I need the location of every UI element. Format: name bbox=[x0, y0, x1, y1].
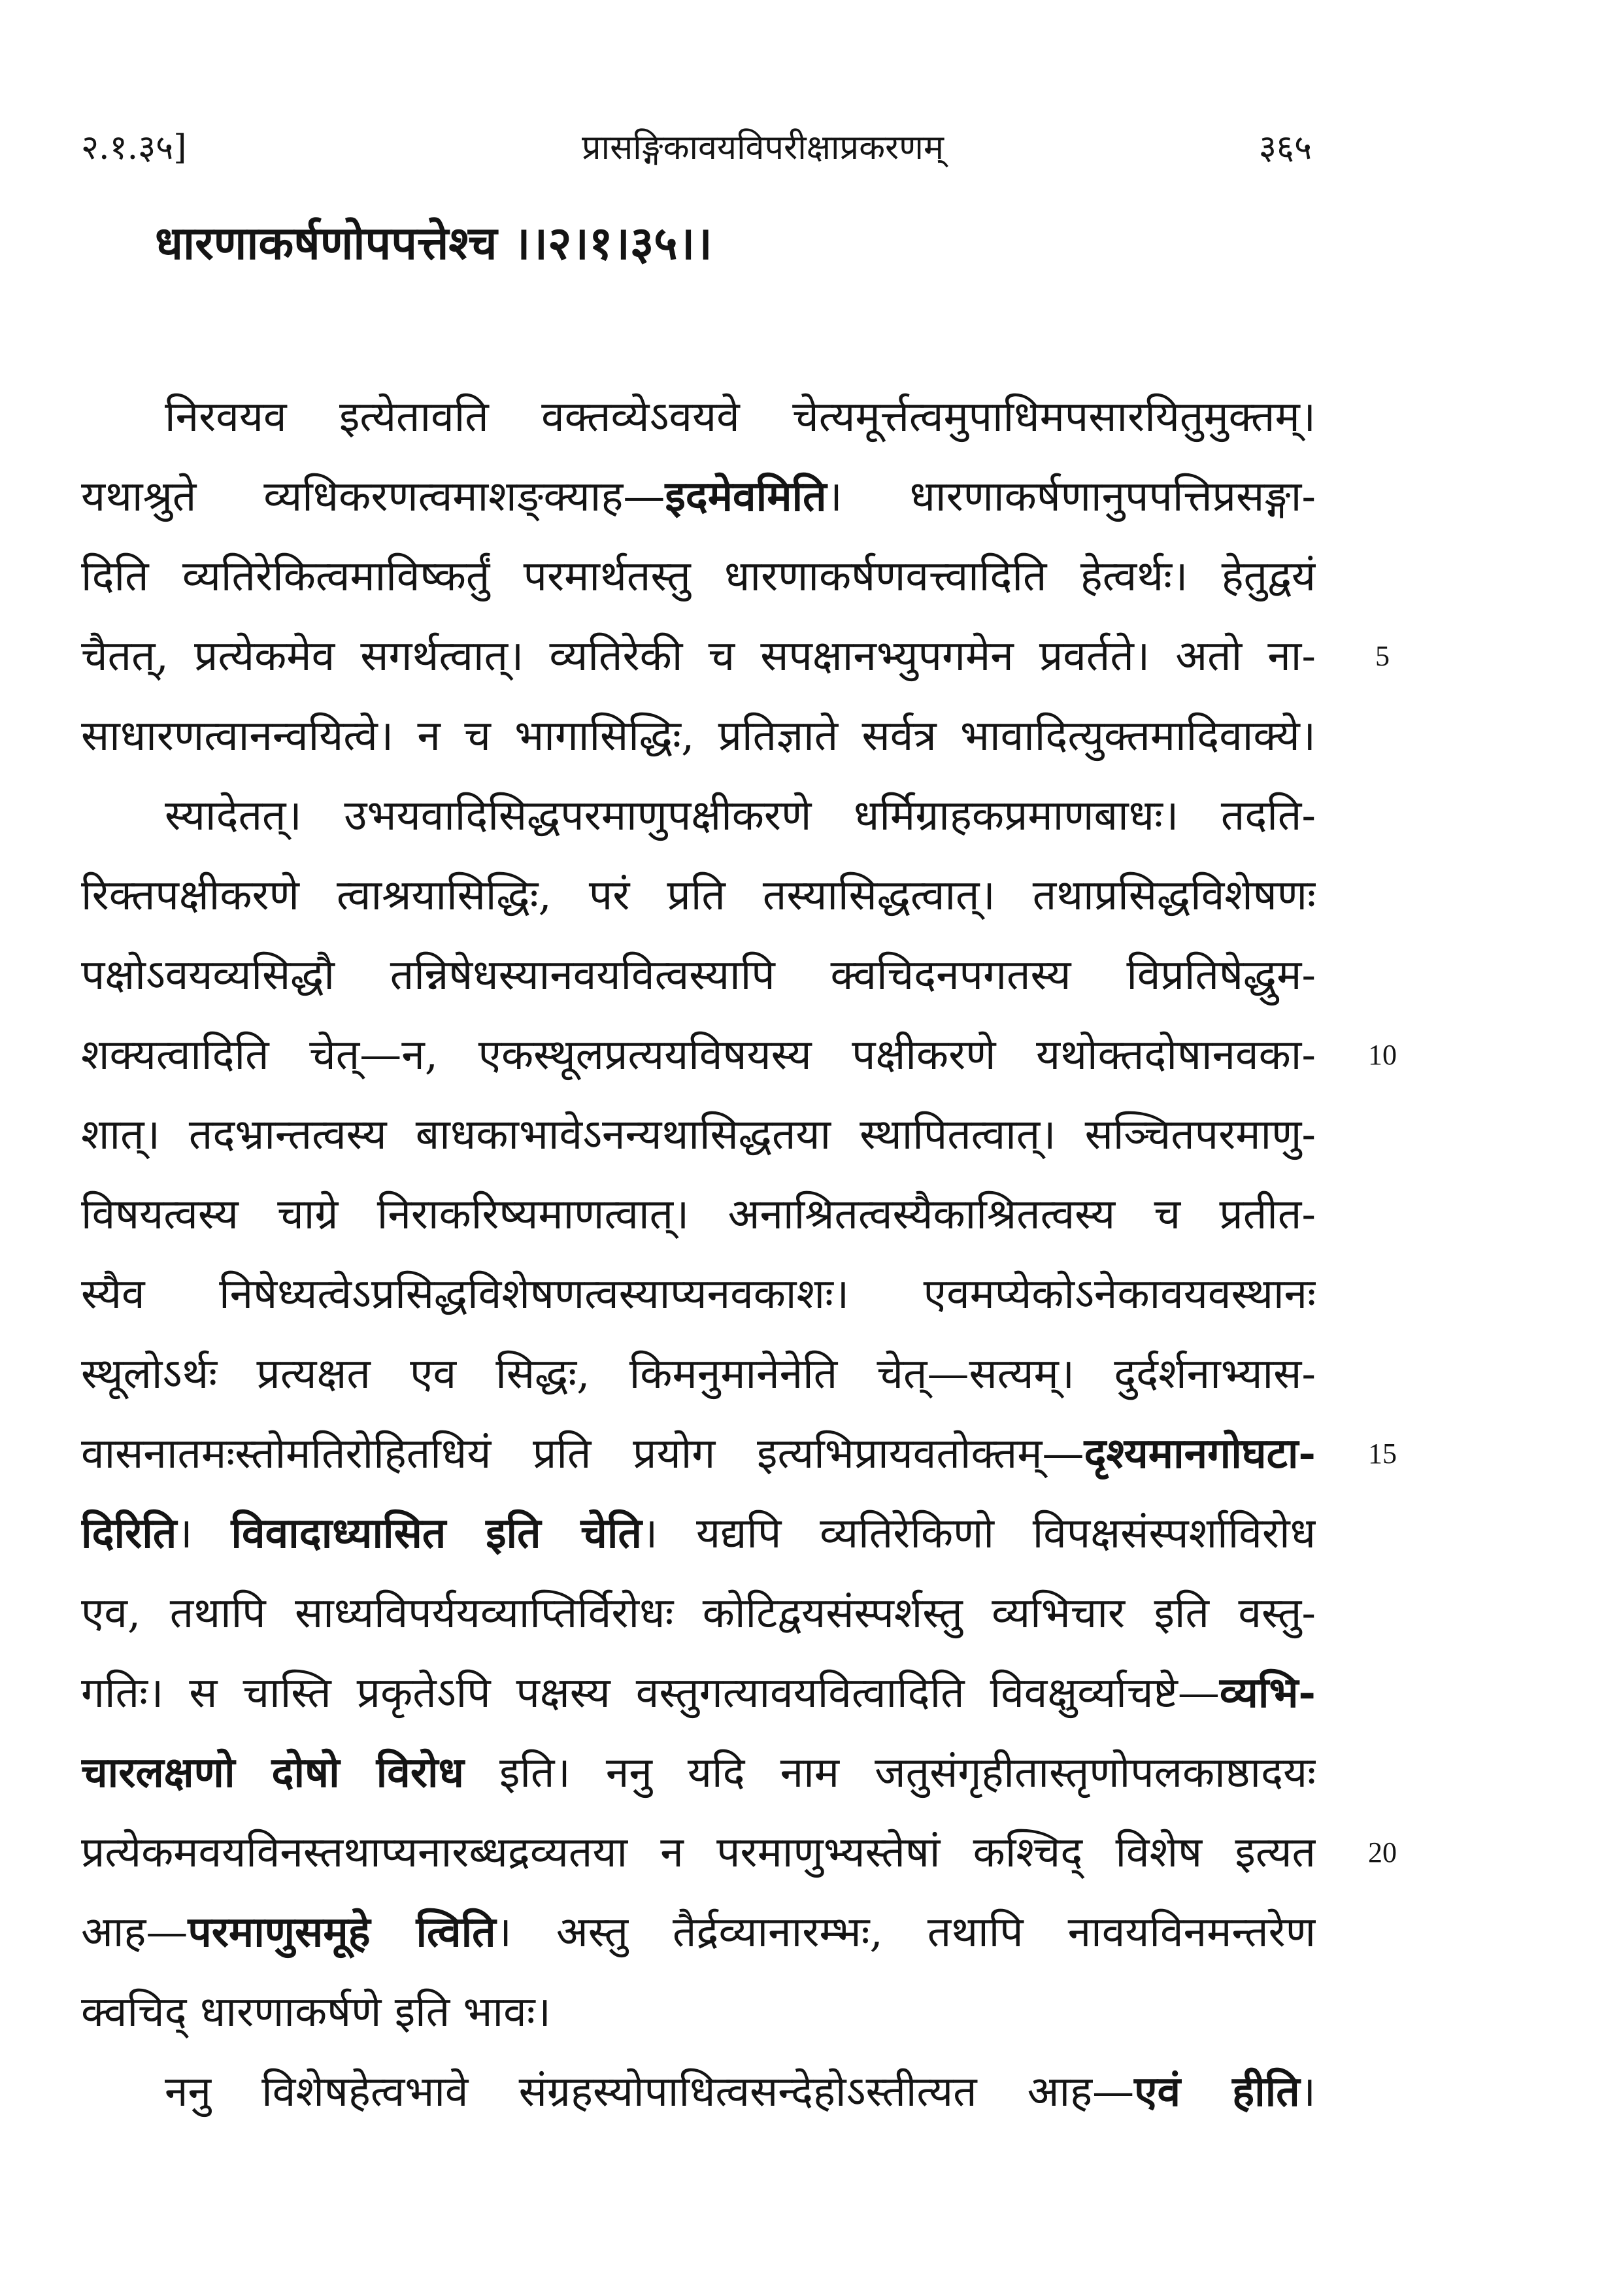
bold-pratika: परमाणुसमूहे त्विति bbox=[188, 1908, 496, 1957]
text-segment: शात्। तदभ्रान्तत्वस्य बाधकाभावेऽनन्यथासिद्धतया स्थापितत्वात्। सञ्चितपरमाणु- bbox=[81, 1111, 1316, 1159]
sutra-heading: धारणाकर्षणोपपत्तेश्च ।।२।१।३५।। bbox=[155, 216, 712, 270]
text-segment: पक्षोऽवयव्यसिद्धौ तन्निषेधस्यानवयवित्वस्यापि क्वचिदनपगतस्य विप्रतिषेद्धुम- bbox=[81, 951, 1316, 1000]
text-segment: ननु विशेषहेत्वभावे संग्रहस्योपाधित्वसन्देहोऽस्तीत्यत आह— bbox=[165, 2068, 1135, 2116]
text-segment: । धारणाकर्षणानुपपत्तिप्रसङ्गा- bbox=[826, 473, 1316, 521]
commentary-text bbox=[81, 377, 1316, 2132]
text-segment: । यद्यपि व्यतिरेकिणो विपक्षसंस्पर्शाविरोध bbox=[641, 1510, 1316, 1558]
text-segment: निरवयव इत्येतावति वक्तव्येऽवयवे चेत्यमूर्त्तत्वमुपाधिमपसारयितुमुक्तम्। bbox=[165, 393, 1316, 441]
text-segment: एव, तथापि साध्यविपर्ययव्याप्तिर्विरोधः कोटिद्वयसंस्पर्शस्तु व्यभिचार इति वस्तु- bbox=[81, 1589, 1316, 1638]
text-line bbox=[81, 936, 1316, 1015]
text-segment: शक्यत्वादिति चेत्—न, एकस्थूलप्रत्ययविषयस्य पक्षीकरणे यथोक्तदोषानवका- bbox=[81, 1031, 1316, 1079]
text-line bbox=[81, 696, 1316, 776]
text-segment: रिक्तपक्षीकरणे त्वाश्रयासिद्धिः, परं प्रति तस्यासिद्धत्वात्। तथाप्रसिद्धविशेषणः bbox=[81, 871, 1316, 920]
text-line bbox=[81, 457, 1316, 537]
text-segment: क्वचिद् धारणाकर्षणे इति भावः। bbox=[81, 1988, 551, 2036]
page-number: ३६५ bbox=[1258, 128, 1312, 167]
text-line bbox=[81, 616, 1316, 696]
text-line bbox=[81, 1733, 1316, 1813]
running-header-section: २.१.३५] bbox=[81, 128, 187, 167]
bold-pratika: एवं हीति bbox=[1134, 2067, 1300, 2116]
text-segment: गतिः। स चास्ति प्रकृतेऽपि पक्षस्य वस्तुगत्यावयवित्वादिति विवक्षुर्व्याचष्टे— bbox=[81, 1669, 1220, 1717]
text-segment: । अस्तु तैर्द्रव्यानारम्भः, तथापि नावयविनमन्तरेण bbox=[495, 1908, 1316, 1957]
text-segment: । bbox=[1299, 2068, 1316, 2116]
text-line bbox=[81, 856, 1316, 936]
line-number: 10 bbox=[1368, 1039, 1397, 1071]
line-number: 5 bbox=[1375, 640, 1390, 672]
text-line bbox=[81, 1494, 1316, 1574]
bold-pratika: व्यभि- bbox=[1219, 1668, 1316, 1717]
running-header-title: प्रासङ्गिकावयविपरीक्षाप्रकरणम् bbox=[582, 128, 944, 167]
text-segment: आह— bbox=[81, 1908, 188, 1957]
text-segment: विषयत्वस्य चाग्रे निराकरिष्यमाणत्वात्। अनाश्रितत्वस्यैकाश्रितत्वस्य च प्रतीत- bbox=[81, 1190, 1316, 1239]
bold-pratika: दृश्यमानगोघटा- bbox=[1084, 1429, 1316, 1478]
text-line bbox=[81, 1972, 1316, 2052]
text-segment: स्यादेतत्। उभयवादिसिद्धपरमाणुपक्षीकरणे धर्मिग्राहकप्रमाणबाधः। तदति- bbox=[165, 792, 1316, 840]
text-line bbox=[81, 1574, 1316, 1653]
text-line bbox=[81, 1095, 1316, 1175]
text-segment: यथाश्रुते व्यधिकरणत्वमाशङ्क्याह— bbox=[81, 473, 665, 521]
text-line bbox=[165, 2052, 1316, 2132]
text-line bbox=[81, 1414, 1316, 1494]
text-segment: प्रत्येकमवयविनस्तथाप्यनारब्धद्रव्यतया न परमाणुभ्यस्तेषां कश्चिद् विशेष इत्यत bbox=[81, 1829, 1316, 1877]
bold-pratika: इदमेवमिति bbox=[665, 472, 827, 521]
text-segment: साधारणत्वानन्वयित्वे। न च भागासिद्धिः, प्रतिज्ञाते सर्वत्र भावादित्युक्तमादिवाक्ये। bbox=[81, 712, 1316, 760]
text-line bbox=[81, 1813, 1316, 1893]
text-segment: स्थूलोऽर्थः प्रत्यक्षत एव सिद्धः, किमनुमानेनेति चेत्—सत्यम्। दुर्दर्शनाभ्यास- bbox=[81, 1350, 1316, 1398]
text-segment: स्यैव निषेध्यत्वेऽप्रसिद्धविशेषणत्वस्याप्यनवकाशः। एवमप्येकोऽनेकावयवस्थानः bbox=[81, 1270, 1316, 1319]
line-number: 15 bbox=[1368, 1438, 1397, 1470]
text-segment: चैतत्, प्रत्येकमेव सगर्थत्वात्। व्यतिरेकी च सपक्षानभ्युपगमेन प्रवर्तते। अतो ना- bbox=[81, 632, 1316, 681]
text-line bbox=[81, 1015, 1316, 1095]
text-segment: । bbox=[176, 1510, 231, 1558]
bold-pratika: विवादाध्यासित इति चेति bbox=[231, 1509, 642, 1558]
line-number: 20 bbox=[1368, 1836, 1397, 1868]
text-line bbox=[81, 1653, 1316, 1733]
text-line bbox=[81, 1175, 1316, 1255]
text-segment: वासनातमःस्तोमतिरोहितधियं प्रति प्रयोग इत्यभिप्रायवतोक्तम्— bbox=[81, 1430, 1084, 1478]
text-line bbox=[81, 537, 1316, 616]
text-line bbox=[81, 1255, 1316, 1334]
text-segment: दिति व्यतिरेकित्वमाविष्कर्तुं परमार्थतस्तु धारणाकर्षणवत्त्वादिति हेत्वर्थः। हेतुद्वयं bbox=[81, 552, 1316, 601]
bold-pratika: चारलक्षणो दोषो विरोध bbox=[81, 1748, 464, 1797]
text-line bbox=[81, 1893, 1316, 1972]
text-segment: इति। ननु यदि नाम जतुसंगृहीतास्तृणोपलकाष्ठादयः bbox=[463, 1749, 1316, 1797]
text-line bbox=[165, 377, 1316, 457]
text-line bbox=[81, 1334, 1316, 1414]
text-line bbox=[165, 776, 1316, 856]
bold-pratika: दिरिति bbox=[81, 1509, 177, 1558]
